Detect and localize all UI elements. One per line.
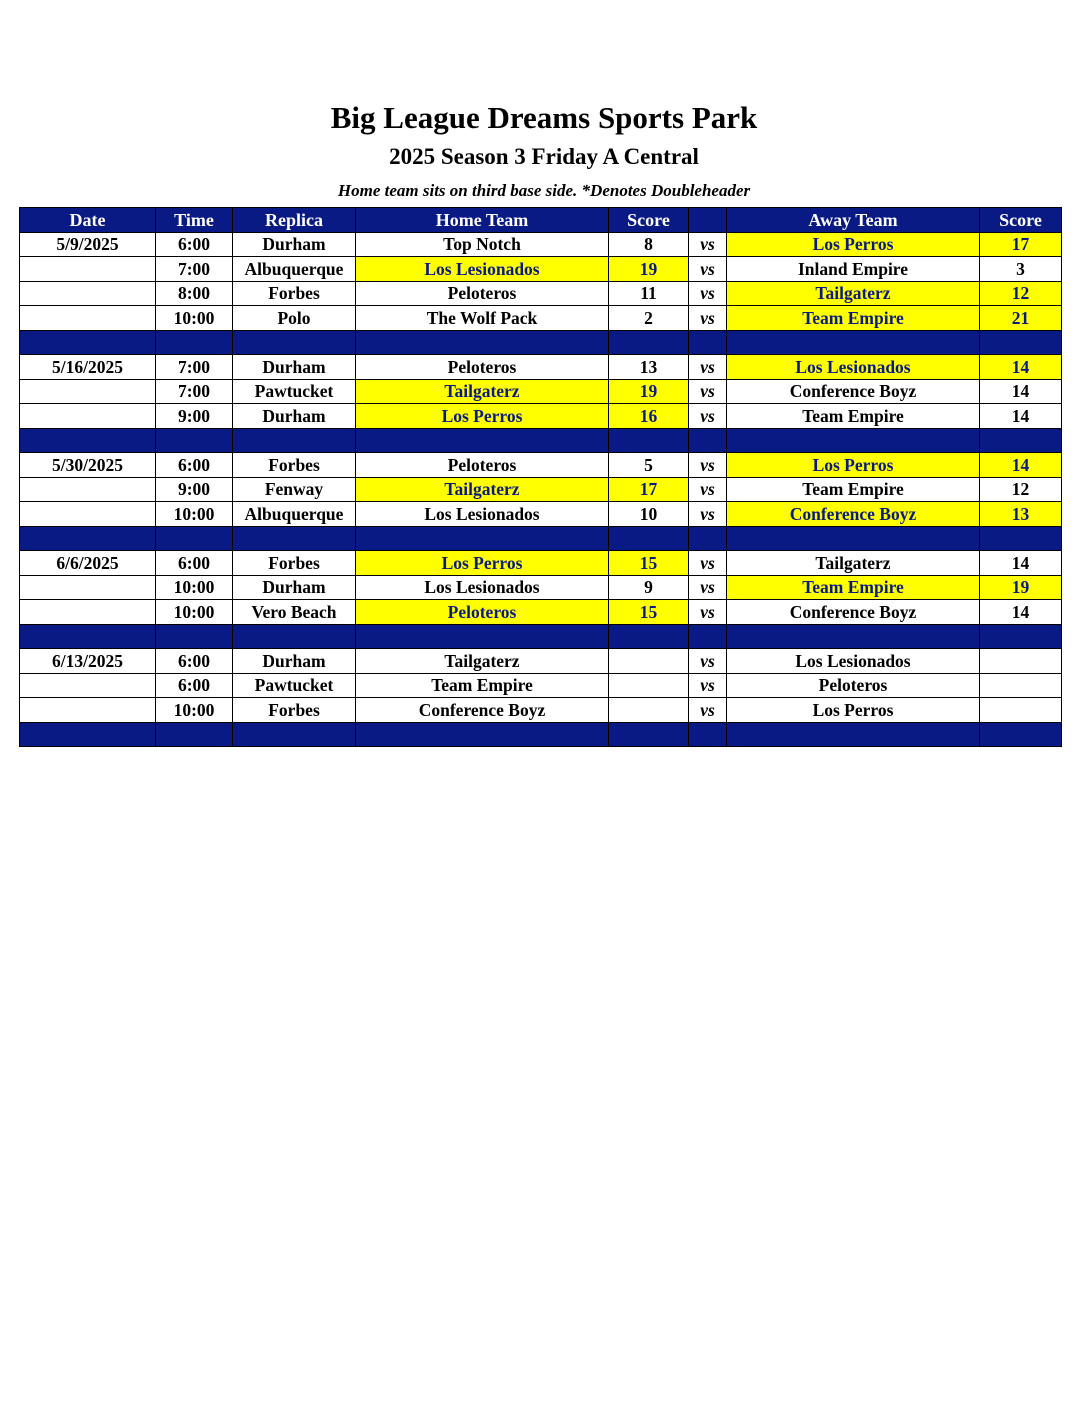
separator-cell (356, 624, 609, 649)
separator-cell (609, 722, 689, 747)
separator-cell (609, 624, 689, 649)
game-replica: Albuquerque (233, 502, 356, 527)
week-separator-row (20, 330, 1062, 355)
vs-label: vs (689, 281, 727, 306)
away-score: 14 (980, 379, 1062, 404)
game-time: 9:00 (156, 477, 233, 502)
game-date (20, 600, 156, 625)
home-team: Peloteros (356, 281, 609, 306)
game-time: 7:00 (156, 257, 233, 282)
game-time: 9:00 (156, 404, 233, 429)
separator-cell (980, 526, 1062, 551)
away-score: 14 (980, 551, 1062, 576)
separator-cell (609, 526, 689, 551)
separator-cell (980, 428, 1062, 453)
game-replica: Durham (233, 575, 356, 600)
game-date (20, 404, 156, 429)
game-time: 6:00 (156, 551, 233, 576)
separator-cell (356, 428, 609, 453)
away-team: Team Empire (727, 306, 980, 331)
away-team: Los Perros (727, 232, 980, 257)
game-date (20, 698, 156, 723)
game-row (20, 649, 1062, 674)
game-replica: Durham (233, 355, 356, 380)
separator-cell (233, 526, 356, 551)
away-score: 14 (980, 355, 1062, 380)
game-date (20, 379, 156, 404)
game-time: 7:00 (156, 379, 233, 404)
away-team: Conference Boyz (727, 600, 980, 625)
game-time: 6:00 (156, 453, 233, 478)
home-score: 5 (609, 453, 689, 478)
separator-cell (356, 330, 609, 355)
vs-label: vs (689, 257, 727, 282)
game-replica: Durham (233, 232, 356, 257)
home-team: Los Lesionados (356, 575, 609, 600)
game-row (20, 551, 1062, 576)
separator-cell (20, 428, 156, 453)
away-score (980, 673, 1062, 698)
vs-label: vs (689, 355, 727, 380)
game-replica: Durham (233, 649, 356, 674)
header-time: Time (156, 208, 233, 233)
home-score: 19 (609, 257, 689, 282)
away-score: 14 (980, 600, 1062, 625)
vs-label: vs (689, 600, 727, 625)
vs-label: vs (689, 551, 727, 576)
vs-label: vs (689, 698, 727, 723)
home-score: 13 (609, 355, 689, 380)
header-vs (689, 208, 727, 233)
game-date (20, 673, 156, 698)
game-row (20, 575, 1062, 600)
separator-cell (356, 722, 609, 747)
home-score: 15 (609, 600, 689, 625)
game-time: 6:00 (156, 232, 233, 257)
header-row (20, 208, 1062, 233)
separator-cell (980, 722, 1062, 747)
separator-cell (689, 624, 727, 649)
separator-cell (727, 330, 980, 355)
week-separator-row (20, 722, 1062, 747)
away-score: 14 (980, 453, 1062, 478)
game-row (20, 673, 1062, 698)
away-team: Los Perros (727, 698, 980, 723)
separator-cell (689, 526, 727, 551)
vs-label: vs (689, 575, 727, 600)
game-row (20, 281, 1062, 306)
page-subtitle: 2025 Season 3 Friday A Central (389, 144, 699, 169)
separator-cell (20, 526, 156, 551)
away-score: 21 (980, 306, 1062, 331)
game-date (20, 306, 156, 331)
game-time: 6:00 (156, 673, 233, 698)
away-team: Los Perros (727, 453, 980, 478)
home-team: Los Lesionados (356, 257, 609, 282)
home-team: Top Notch (356, 232, 609, 257)
away-score: 3 (980, 257, 1062, 282)
separator-cell (356, 526, 609, 551)
separator-cell (156, 526, 233, 551)
game-row (20, 477, 1062, 502)
away-score: 12 (980, 477, 1062, 502)
game-date: 6/6/2025 (20, 551, 156, 576)
away-score: 19 (980, 575, 1062, 600)
vs-label: vs (689, 232, 727, 257)
away-team: Team Empire (727, 404, 980, 429)
separator-cell (727, 624, 980, 649)
away-team: Conference Boyz (727, 379, 980, 404)
game-time: 8:00 (156, 281, 233, 306)
vs-label: vs (689, 649, 727, 674)
away-score: 13 (980, 502, 1062, 527)
game-date: 6/13/2025 (20, 649, 156, 674)
game-replica: Polo (233, 306, 356, 331)
game-time: 7:00 (156, 355, 233, 380)
game-replica: Forbes (233, 551, 356, 576)
game-time: 10:00 (156, 306, 233, 331)
separator-cell (727, 722, 980, 747)
home-score: 16 (609, 404, 689, 429)
away-team: Team Empire (727, 575, 980, 600)
away-score (980, 698, 1062, 723)
away-score: 14 (980, 404, 1062, 429)
game-date: 5/30/2025 (20, 453, 156, 478)
home-team: Tailgaterz (356, 379, 609, 404)
away-score: 12 (980, 281, 1062, 306)
home-score (609, 698, 689, 723)
home-score: 8 (609, 232, 689, 257)
home-score: 19 (609, 379, 689, 404)
schedule-table (19, 207, 1062, 747)
home-team: Los Perros (356, 551, 609, 576)
game-replica: Durham (233, 404, 356, 429)
game-date (20, 281, 156, 306)
header-date: Date (20, 208, 156, 233)
away-score (980, 649, 1062, 674)
game-time: 6:00 (156, 649, 233, 674)
home-team: Peloteros (356, 453, 609, 478)
home-score: 17 (609, 477, 689, 502)
separator-cell (689, 722, 727, 747)
vs-label: vs (689, 477, 727, 502)
separator-cell (20, 330, 156, 355)
game-row (20, 232, 1062, 257)
header-home-score: Score (609, 208, 689, 233)
vs-label: vs (689, 379, 727, 404)
game-time: 10:00 (156, 600, 233, 625)
week-separator-row (20, 624, 1062, 649)
home-score: 10 (609, 502, 689, 527)
game-row (20, 502, 1062, 527)
game-row (20, 379, 1062, 404)
separator-cell (156, 330, 233, 355)
week-separator-row (20, 428, 1062, 453)
home-score: 2 (609, 306, 689, 331)
away-team: Inland Empire (727, 257, 980, 282)
separator-cell (20, 624, 156, 649)
game-replica: Fenway (233, 477, 356, 502)
game-date (20, 257, 156, 282)
vs-label: vs (689, 306, 727, 331)
away-score: 17 (980, 232, 1062, 257)
game-time: 10:00 (156, 502, 233, 527)
home-team: Conference Boyz (356, 698, 609, 723)
game-date: 5/9/2025 (20, 232, 156, 257)
away-team: Tailgaterz (727, 281, 980, 306)
separator-cell (609, 330, 689, 355)
home-team: Peloteros (356, 355, 609, 380)
vs-label: vs (689, 404, 727, 429)
game-row (20, 404, 1062, 429)
game-row (20, 355, 1062, 380)
vs-label: vs (689, 673, 727, 698)
separator-cell (689, 428, 727, 453)
separator-cell (233, 330, 356, 355)
page-title: Big League Dreams Sports Park (330, 100, 758, 135)
game-replica: Forbes (233, 453, 356, 478)
game-date (20, 477, 156, 502)
home-score: 11 (609, 281, 689, 306)
home-team: The Wolf Pack (356, 306, 609, 331)
away-team: Los Lesionados (727, 355, 980, 380)
game-row (20, 306, 1062, 331)
game-replica: Albuquerque (233, 257, 356, 282)
separator-cell (233, 722, 356, 747)
away-team: Tailgaterz (727, 551, 980, 576)
separator-cell (156, 428, 233, 453)
separator-cell (233, 624, 356, 649)
game-row (20, 257, 1062, 282)
away-team: Conference Boyz (727, 502, 980, 527)
away-team: Team Empire (727, 477, 980, 502)
separator-cell (156, 722, 233, 747)
home-team: Team Empire (356, 673, 609, 698)
home-score (609, 673, 689, 698)
game-replica: Pawtucket (233, 673, 356, 698)
vs-label: vs (689, 453, 727, 478)
home-score: 15 (609, 551, 689, 576)
game-date (20, 502, 156, 527)
separator-cell (233, 428, 356, 453)
away-team: Los Lesionados (727, 649, 980, 674)
week-separator-row (20, 526, 1062, 551)
separator-cell (727, 526, 980, 551)
separator-cell (609, 428, 689, 453)
game-time: 10:00 (156, 698, 233, 723)
game-replica: Forbes (233, 698, 356, 723)
game-replica: Vero Beach (233, 600, 356, 625)
separator-cell (20, 722, 156, 747)
vs-label: vs (689, 502, 727, 527)
home-team: Tailgaterz (356, 477, 609, 502)
separator-cell (156, 624, 233, 649)
home-team: Tailgaterz (356, 649, 609, 674)
game-replica: Forbes (233, 281, 356, 306)
home-score: 9 (609, 575, 689, 600)
game-time: 10:00 (156, 575, 233, 600)
home-team: Peloteros (356, 600, 609, 625)
game-row (20, 698, 1062, 723)
game-date (20, 575, 156, 600)
separator-cell (727, 428, 980, 453)
game-row (20, 600, 1062, 625)
separator-cell (980, 624, 1062, 649)
separator-cell (689, 330, 727, 355)
header-replica: Replica (233, 208, 356, 233)
header-home-team: Home Team (356, 208, 609, 233)
game-replica: Pawtucket (233, 379, 356, 404)
header-away-team: Away Team (727, 208, 980, 233)
game-row (20, 453, 1062, 478)
doubleheader-note: Home team sits on third base side. *Denotes Doubleheader (337, 181, 751, 200)
home-score (609, 649, 689, 674)
home-team: Los Lesionados (356, 502, 609, 527)
home-team: Los Perros (356, 404, 609, 429)
game-date: 5/16/2025 (20, 355, 156, 380)
separator-cell (980, 330, 1062, 355)
header-away-score: Score (980, 208, 1062, 233)
away-team: Peloteros (727, 673, 980, 698)
